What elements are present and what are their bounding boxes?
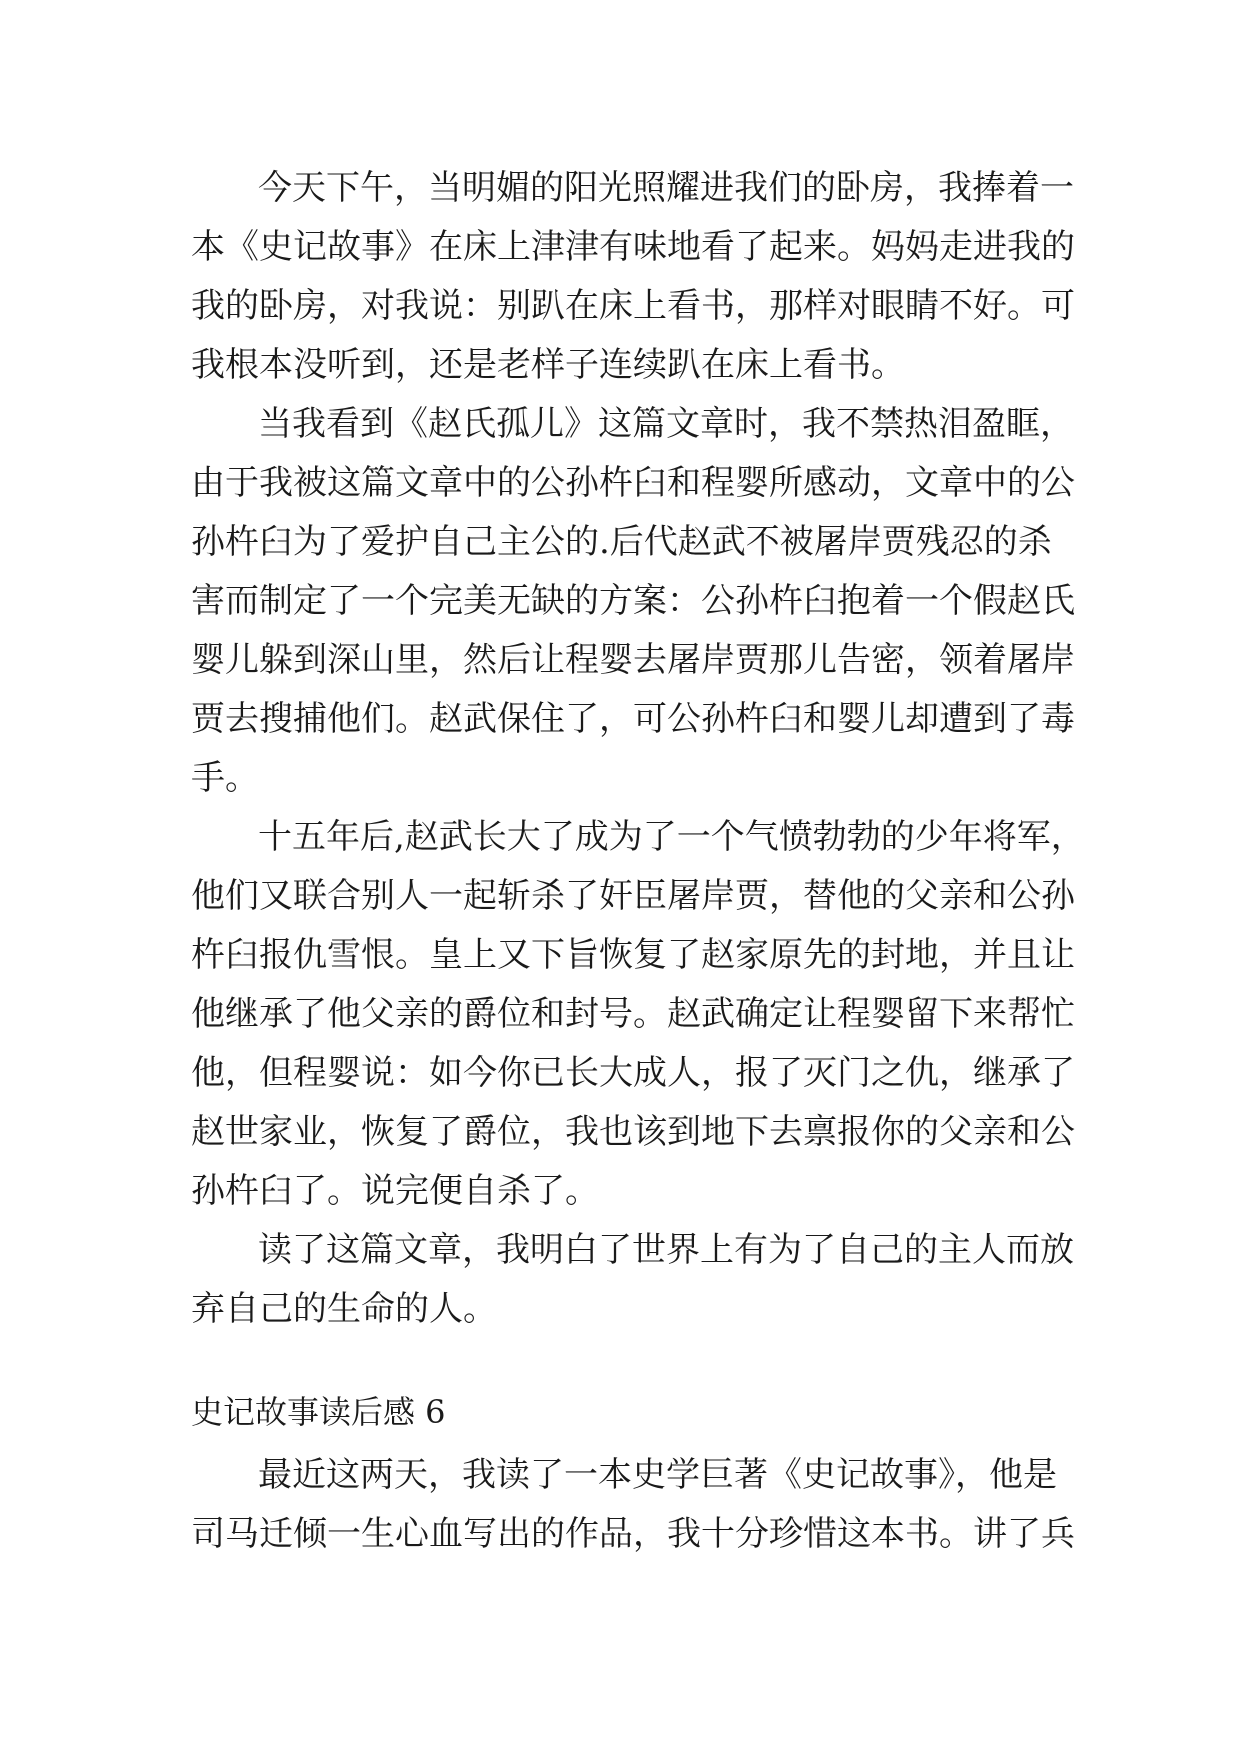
paragraph-3-line-2: 他们又联合别人一起斩杀了奸臣屠岸贾，替他的父亲和公孙 (191, 876, 1075, 916)
paragraph-1-line-1: 今天下午，当明媚的阳光照耀进我们的卧房，我捧着一 (258, 168, 1074, 208)
section-heading: 史记故事读后感 6 (191, 1393, 446, 1431)
paragraph-3-line-5: 他，但程婴说：如今你已长大成人，报了灭门之仇，继承了 (191, 1053, 1075, 1093)
paragraph-2-line-7: 手。 (191, 758, 259, 798)
paragraph-4-line-2: 弃自己的生命的人。 (191, 1289, 497, 1329)
paragraph-3-line-4: 他继承了他父亲的爵位和封号。赵武确定让程婴留下来帮忙 (191, 994, 1075, 1034)
paragraph-2-line-4: 害而制定了一个完美无缺的方案：公孙杵臼抱着一个假赵氏 (191, 581, 1075, 621)
paragraph-2-line-6: 贾去搜捕他们。赵武保住了，可公孙杵臼和婴儿却遭到了毒 (191, 699, 1075, 739)
paragraph-1-line-4: 我根本没听到，还是老样子连续趴在床上看书。 (191, 345, 905, 385)
paragraph-2-line-5: 婴儿躲到深山里，然后让程婴去屠岸贾那儿告密，领着屠岸 (191, 640, 1075, 680)
section-paragraph-line-2: 司马迁倾一生心血写出的作品，我十分珍惜这本书。讲了兵 (191, 1514, 1075, 1554)
paragraph-2-line-3: 孙杵臼为了爱护自己主公的.后代赵武不被屠岸贾残忍的杀 (191, 522, 1052, 562)
paragraph-2-line-1: 当我看到《赵氏孤儿》这篇文章时，我不禁热泪盈眶， (258, 404, 1074, 444)
paragraph-4-line-1: 读了这篇文章，我明白了世界上有为了自己的主人而放 (258, 1230, 1074, 1270)
paragraph-1-line-2: 本《史记故事》在床上津津有味地看了起来。妈妈走进我的 (191, 227, 1075, 267)
paragraph-3-line-3: 杵臼报仇雪恨。皇上又下旨恢复了赵家原先的封地，并且让 (191, 935, 1075, 975)
paragraph-2-line-2: 由于我被这篇文章中的公孙杵臼和程婴所感动，文章中的公 (191, 463, 1075, 503)
paragraph-3-line-6: 赵世家业，恢复了爵位，我也该到地下去禀报你的父亲和公 (191, 1112, 1075, 1152)
paragraph-3-line-1: 十五年后,赵武长大了成为了一个气愤勃勃的少年将军， (258, 817, 1085, 857)
section-paragraph-line-1: 最近这两天，我读了一本史学巨著《史记故事》，他是 (258, 1455, 1057, 1495)
paragraph-1-line-3: 我的卧房，对我说：别趴在床上看书，那样对眼睛不好。可 (191, 286, 1075, 326)
paragraph-3-line-7: 孙杵臼了。说完便自杀了。 (191, 1171, 599, 1211)
